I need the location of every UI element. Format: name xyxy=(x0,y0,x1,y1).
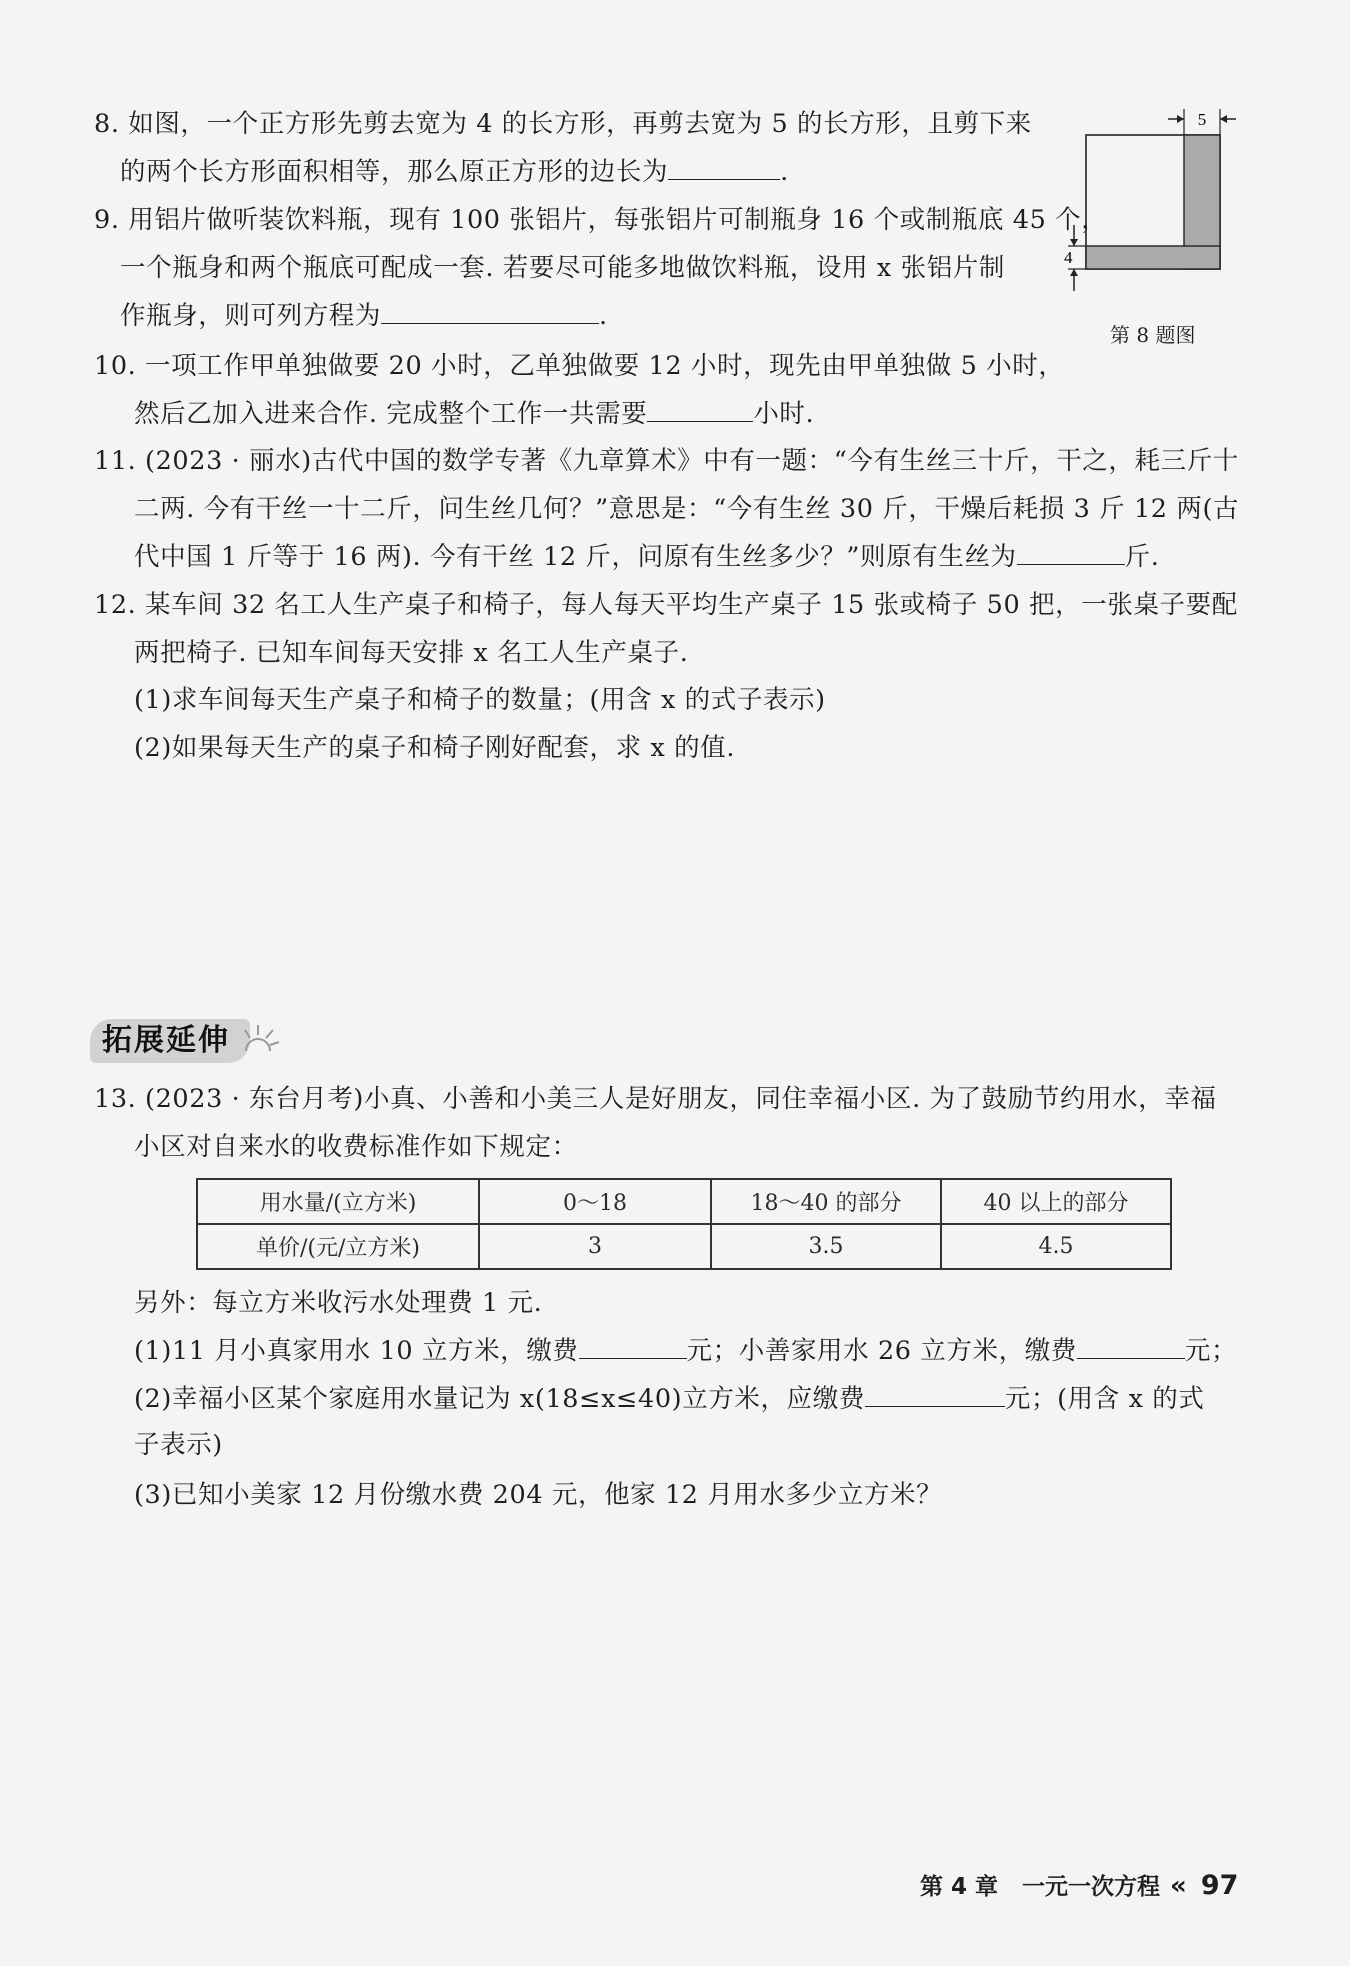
q9-text: 作瓶身，则可列方程为 xyxy=(120,301,382,331)
footer-chapter: 第 4 章 xyxy=(920,1874,999,1900)
q13-part1-blank-2[interactable] xyxy=(1077,1336,1185,1359)
figure-label-5: 5 xyxy=(1197,110,1207,129)
q13-part2-text: (2)幸福小区某个家庭用水量记为 x(18≤x≤40)立方米，应缴费 xyxy=(134,1384,865,1414)
q11-text: 代中国 1 斤等于 16 两). 今有干丝 12 斤，问原有生丝多少？”则原有生丝为 xyxy=(134,542,1017,572)
table-cell: 3 xyxy=(479,1224,711,1269)
q13-part2-blank[interactable] xyxy=(865,1384,1005,1407)
q13-part3: (3)已知小美家 12 月份缴水费 204 元，他家 12 月用水多少立方米？ xyxy=(134,1480,943,1510)
section-header xyxy=(90,1015,280,1067)
table-header-row xyxy=(197,1179,1171,1224)
q8-end: . xyxy=(780,157,789,187)
q11-line1: 11. (2023 · 丽水)古代中国的数学专著《九章算术》中有一题：“今有生丝三十斤，干之，耗三斤十 xyxy=(94,446,1239,476)
q13-part1 xyxy=(134,1334,1237,1368)
footer-title: 一元一次方程 xyxy=(1022,1874,1161,1900)
q13-part2-end: 元；(用含 x 的式 xyxy=(1004,1384,1205,1414)
q9-end: . xyxy=(599,301,608,331)
q11-answer-blank[interactable] xyxy=(1017,542,1125,565)
q10-line2 xyxy=(134,397,814,431)
fee-table xyxy=(196,1178,1172,1270)
q13-part1-blank-1[interactable] xyxy=(579,1336,687,1359)
q10-text: 然后乙加入进来合作. 完成整个工作一共需要 xyxy=(134,399,648,429)
table-cell: 用水量/(立方米) xyxy=(197,1179,479,1224)
page-footer xyxy=(920,1868,1238,1901)
q12-part1: (1)求车间每天生产桌子和椅子的数量；(用含 x 的式子表示) xyxy=(134,685,826,715)
q8-line2 xyxy=(120,155,789,189)
sun-rays-icon xyxy=(240,1021,280,1061)
double-chevron-left-icon: « xyxy=(1170,1871,1187,1901)
figure-label-4: 4 xyxy=(1064,248,1073,267)
table-cell: 18～40 的部分 xyxy=(711,1179,941,1224)
q13-part1-text: (1)11 月小真家用水 10 立方米，缴费 xyxy=(134,1336,579,1366)
q9-answer-blank[interactable] xyxy=(381,301,599,324)
table-cell: 单价/(元/立方米) xyxy=(197,1224,479,1269)
q10-answer-blank[interactable] xyxy=(647,399,753,422)
q11-line3 xyxy=(134,540,1159,574)
table-cell: 4.5 xyxy=(941,1224,1171,1269)
q13-extra: 另外：每立方米收污水处理费 1 元. xyxy=(134,1288,543,1318)
table-cell: 40 以上的部分 xyxy=(941,1179,1171,1224)
q11-line2: 二两. 今有干丝一十二斤，问生丝几何？”意思是：“今有生丝 30 斤，干燥后耗损 3 斤 12 两(古 xyxy=(134,494,1240,524)
q13-part2-cont: 子表示) xyxy=(134,1430,223,1460)
q8-figure xyxy=(1060,105,1240,345)
page-number: 97 xyxy=(1200,1870,1239,1901)
q12-line2: 两把椅子. 已知车间每天安排 x 名工人生产桌子. xyxy=(134,638,689,668)
q12-part2: (2)如果每天生产的桌子和椅子刚好配套，求 x 的值. xyxy=(134,733,736,763)
q13-line2: 小区对自来水的收费标准作如下规定： xyxy=(134,1132,578,1162)
q8-text: 的两个长方形面积相等，那么原正方形的边长为 xyxy=(120,157,669,187)
table-cell: 3.5 xyxy=(711,1224,941,1269)
q8-line1: 8. 如图，一个正方形先剪去宽为 4 的长方形，再剪去宽为 5 的长方形，且剪下来 xyxy=(94,109,1032,139)
q10-end: 小时. xyxy=(753,399,815,429)
q10-line1: 10. 一项工作甲单独做要 20 小时，乙单独做要 12 小时，现先由甲单独做 5 小时， xyxy=(94,351,1065,381)
q9-line1: 9. 用铝片做听装饮料瓶，现有 100 张铝片，每张铝片可制瓶身 16 个或制瓶底 45 个， xyxy=(94,205,1108,235)
q9-line2: 一个瓶身和两个瓶底可配成一套. 若要尽可能多地做饮料瓶，设用 x 张铝片制 xyxy=(120,253,1006,283)
q12-line1: 12. 某车间 32 名工人生产桌子和椅子，每人每天平均生产桌子 15 张或椅子 50 把，一张桌子要配 xyxy=(94,590,1238,620)
q13-part2 xyxy=(134,1382,1204,1416)
figure-caption: 第 8 题图 xyxy=(1110,323,1196,347)
q13-part1-end: 元； xyxy=(1184,1336,1238,1366)
q13-part1-mid: 元；小善家用水 26 立方米，缴费 xyxy=(686,1336,1077,1366)
q13-line1: 13. (2023 · 东台月考)小真、小善和小美三人是好朋友，同住幸福小区. 为了鼓励节约用水，幸福 xyxy=(94,1084,1217,1114)
table-cell: 0～18 xyxy=(479,1179,711,1224)
q11-end: 斤. xyxy=(1124,542,1160,572)
section-title: 拓展延伸 xyxy=(102,1023,230,1058)
q9-line3 xyxy=(120,299,608,333)
table-row xyxy=(197,1224,1171,1269)
square-diagram xyxy=(1060,105,1240,345)
q8-answer-blank[interactable] xyxy=(668,157,780,180)
